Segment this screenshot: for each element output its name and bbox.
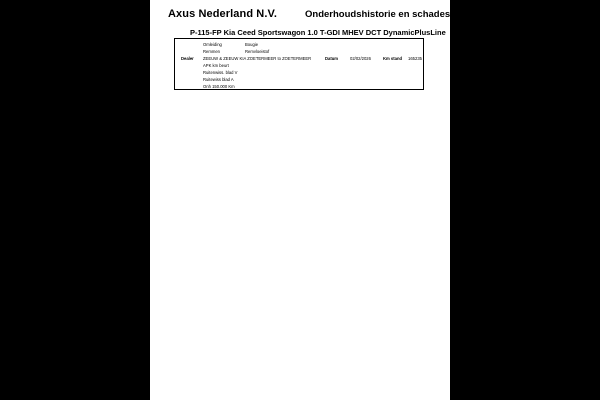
subheader-col1: Remmen [203, 49, 220, 54]
table-subheader-row [175, 49, 423, 56]
datum-value: 02/02/2026 [350, 56, 371, 61]
note-line-2: Ruitenwiss. blad V [203, 70, 238, 75]
datum-label: Datum [325, 56, 339, 61]
document-title: Onderhoudshistorie en schades [305, 9, 451, 20]
dealer-value: ZEEUW & ZEEUW KIA ZOETERMEER to ZOETERMEER [203, 56, 312, 61]
header-col1: Omleiding [203, 42, 222, 47]
note-line-4: Onh 150.000 Km [203, 84, 235, 89]
km-stand-value: 165235 [408, 56, 422, 61]
note-line-3: Ruitewiss blad A [203, 77, 234, 82]
header-col2: Bougie [245, 42, 259, 47]
dealer-label: Dealer [181, 56, 194, 61]
maintenance-detail-box [174, 38, 424, 90]
company-name: Axus Nederland N.V. [168, 8, 278, 20]
subheader-col2: Remvloeistof [245, 49, 270, 54]
note-row [175, 84, 423, 91]
dealer-row [175, 56, 423, 63]
km-stand-label: Km stand [383, 56, 403, 61]
document-page [150, 0, 450, 400]
note-row [175, 77, 423, 84]
table-header-row [175, 42, 423, 49]
note-row [175, 63, 423, 70]
document-header [150, 8, 450, 24]
note-row [175, 70, 423, 77]
note-line-1: APK km beurt [203, 63, 229, 68]
vehicle-description: P-115-FP Kia Ceed Sportswagon 1.0 T-GDI MHEV DCT DynamicPlusLine [190, 28, 446, 37]
